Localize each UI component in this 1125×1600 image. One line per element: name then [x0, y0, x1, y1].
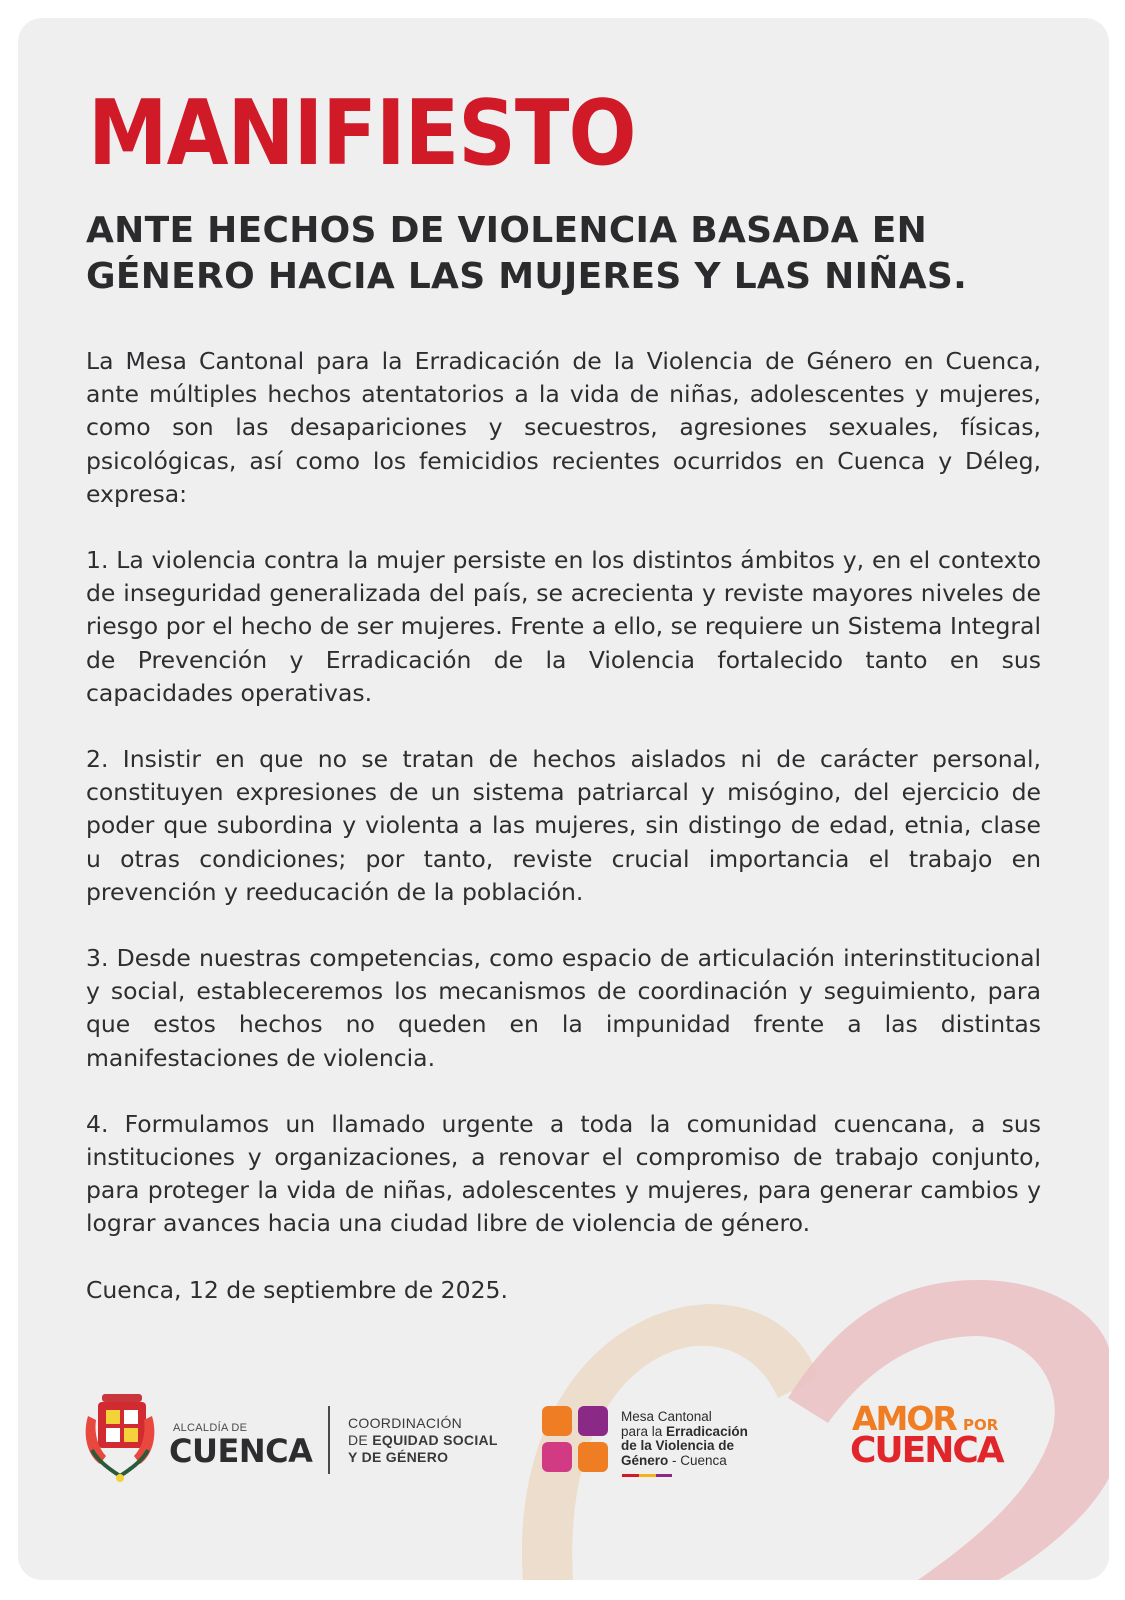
- coordinacion-logo-text: [348, 1415, 498, 1466]
- mesa-line-4: [621, 1454, 748, 1469]
- amor-logo-bottom: CUENCA: [850, 1430, 1003, 1471]
- mesa-logo-text: [621, 1410, 748, 1468]
- alcaldia-cuenca-label: CUENCA: [169, 1432, 313, 1470]
- logo-divider: [328, 1406, 330, 1474]
- intro-paragraph: La Mesa Cantonal para la Erradicación de la Violencia de Género en Cuenca, ante múltiples hechos atentatorios a la vida de niñas, adolescentes y mujeres, como son las desapariciones y secuestros, agresiones sexuales, físicas, psicológicas, así como los femicidios recientes ocurridos en Cuenca y Déleg, expresa:: [86, 347, 1041, 508]
- mesa-line-2-bold: Erradicación: [666, 1423, 748, 1439]
- point-paragraph: 2. Insistir en que no se tratan de hechos aislados ni de carácter personal, constituyen expresiones de un sistema patriarcal y misógino, del ejercicio de poder que subordina y violenta a las mujeres, sin distingo de edad, etnia, clase u otras condiciones; por tanto, reviste crucial importancia el trabajo en prevención y reeducación de la población.: [86, 745, 1041, 906]
- mesa-line-3: [621, 1439, 748, 1454]
- coord-line-2: [348, 1432, 498, 1449]
- mesa-line-4-bold: Género: [621, 1452, 669, 1468]
- coord-line-2-bold: EQUIDAD SOCIAL: [372, 1432, 498, 1448]
- mesa-line-2-prefix: para la: [621, 1423, 667, 1439]
- page-title: MANIFIESTO: [88, 80, 636, 186]
- manifesto-card: [18, 18, 1109, 1580]
- coat-of-arms-icon: [84, 1386, 156, 1484]
- footer-logos: [18, 18, 1109, 1580]
- point-paragraph: 1. La violencia contra la mujer persiste en los distintos ámbitos y, en el contexto de inseguridad generalizada del país, se acrecienta y reviste mayores niveles de riesgo por el hecho de ser mujeres. Frente a ello, se requiere un Sistema Integral de Prevención y Erradicación de la Violencia fortalecido tanto en sus capacidades operativas.: [86, 546, 1041, 707]
- subtitle-line-2: GÉNERO HACIA LAS MUJERES Y LAS NIÑAS.: [86, 256, 968, 297]
- amor-logo-top: AMOR: [852, 1399, 956, 1438]
- mesa-color-underline: [622, 1474, 672, 1477]
- coord-line-3: [348, 1449, 498, 1466]
- mesa-line-1: Mesa Cantonal: [621, 1409, 712, 1424]
- point-paragraph: 3. Desde nuestras competencias, como espacio de articulación interinstitucional y social, estableceremos los mecanismos de coordinación y seguimiento, para que estos hechos no queden en la impunidad frente a las distintas manifestaciones de violencia.: [86, 944, 1041, 1072]
- mesa-line-3-bold: de la Violencia de: [621, 1438, 735, 1453]
- amor-logo-por: POR: [963, 1416, 999, 1434]
- mesa-squares-icon: [542, 1406, 610, 1474]
- mesa-line-2: [621, 1425, 748, 1440]
- subtitle-line-1: ANTE HECHOS DE VIOLENCIA BASADA EN: [86, 210, 928, 251]
- coord-line-1: COORDINACIÓN: [348, 1415, 463, 1431]
- point-paragraph: 4. Formulamos un llamado urgente a toda la comunidad cuencana, a sus instituciones y organizaciones, a renovar el compromiso de trabajo conjunto, para proteger la vida de niñas, adolescentes y mujeres, para generar cambios y lograr avances hacia una ciudad libre de violencia de género.: [86, 1109, 1041, 1238]
- coord-line-3-bold: Y DE GÉNERO: [348, 1449, 449, 1465]
- mesa-line-4-suffix: - Cuenca: [668, 1452, 727, 1468]
- coord-line-2-prefix: DE: [348, 1432, 373, 1448]
- alcaldia-small-label: ALCALDÍA DE: [173, 1422, 248, 1434]
- closing-date: Cuenca, 12 de septiembre de 2025.: [86, 1275, 508, 1304]
